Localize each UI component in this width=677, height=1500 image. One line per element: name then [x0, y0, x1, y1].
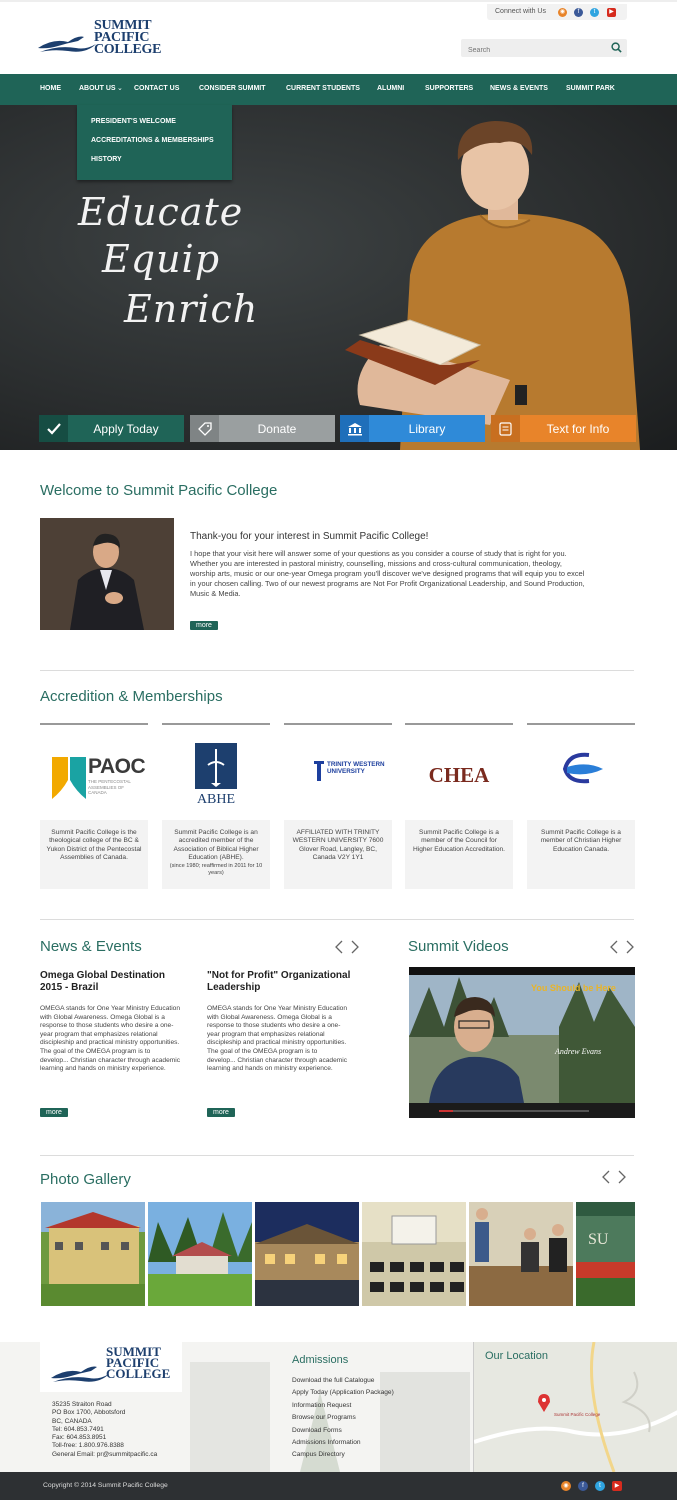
- nav-news-events[interactable]: NEWS & EVENTS: [490, 85, 548, 92]
- gallery-photo[interactable]: [148, 1202, 252, 1306]
- main-nav: [0, 74, 677, 105]
- divider: [40, 670, 634, 671]
- news-more-button[interactable]: more: [40, 1108, 68, 1117]
- connect-label: Connect with Us: [495, 8, 546, 15]
- donate-button[interactable]: [190, 415, 335, 442]
- nav-summit-park[interactable]: SUMMIT PARK: [566, 85, 615, 92]
- gallery-photo[interactable]: [41, 1202, 145, 1306]
- address-line[interactable]: General Email: pr@summitpacific.ca: [52, 1450, 158, 1458]
- twitter-icon[interactable]: t: [595, 1481, 605, 1491]
- slogan-line: Enrich: [124, 287, 259, 331]
- donate-label: Donate: [257, 422, 297, 436]
- slogan-line: Educate: [78, 190, 244, 234]
- logo[interactable]: [38, 18, 162, 60]
- library-label: Library: [408, 422, 446, 436]
- accreditation-text: Summit Pacific College is a member of the Council for Higher Education Accreditation.: [413, 829, 505, 853]
- gallery-prev-arrow-icon[interactable]: [602, 1170, 610, 1184]
- facebook-icon[interactable]: f: [578, 1481, 588, 1491]
- video-name-tag: Andrew Evans: [555, 1047, 602, 1056]
- connect-bar: [487, 4, 627, 20]
- paoc-logo-text: PAOC: [88, 755, 146, 778]
- welcome-heading: Welcome to Summit Pacific College: [40, 482, 278, 499]
- phone-icon: [491, 415, 520, 442]
- nav-consider-summit[interactable]: CONSIDER SUMMIT: [199, 85, 266, 92]
- address-line: PO Box 1700, Abbotsford: [52, 1409, 126, 1417]
- text-for-info-label: Text for Info: [546, 422, 610, 436]
- welcome-more-button[interactable]: more: [190, 621, 218, 630]
- footer-logo[interactable]: [40, 1342, 182, 1392]
- accreditation-text: Summit Pacific College is the theological college of the BC & Yukon District of the Pentecostal Assemblies of Canada.: [46, 829, 142, 862]
- admissions-link[interactable]: Admissions Information: [292, 1439, 361, 1447]
- header: [0, 0, 677, 74]
- divider: [40, 919, 634, 920]
- nav-alumni[interactable]: ALUMNI: [377, 85, 405, 92]
- dropdown-accreditations[interactable]: ACCREDITATIONS & MEMBERSHIPS: [91, 137, 214, 144]
- check-icon: [39, 415, 68, 442]
- nav-home[interactable]: HOME: [40, 85, 61, 92]
- map-label: Summit Pacific College: [554, 1412, 601, 1417]
- address-line: BC, CANADA: [52, 1417, 92, 1425]
- rss-icon[interactable]: ◉: [561, 1481, 571, 1491]
- location-map[interactable]: [473, 1342, 677, 1472]
- rss-icon[interactable]: ◉: [559, 9, 566, 15]
- divider: [40, 1155, 634, 1156]
- news-heading: News & Events: [40, 938, 142, 955]
- library-button[interactable]: [340, 415, 485, 442]
- admissions-link[interactable]: Campus Directory: [292, 1451, 345, 1459]
- dropdown-presidents-welcome[interactable]: PRESIDENT'S WELCOME: [91, 118, 176, 125]
- accreditation-text: AFFILIATED WITH TRINITY WESTERN UNIVERSITY 7600 Glover Road, Langley, BC, Canada V2Y 1Y1: [292, 829, 384, 862]
- videos-heading: Summit Videos: [408, 938, 509, 955]
- svg-text:SU: SU: [588, 1231, 609, 1248]
- logo-line: PACIFIC: [94, 30, 150, 45]
- president-photo: [40, 518, 174, 630]
- search-input[interactable]: [461, 42, 591, 60]
- accreditation-text: [168, 829, 264, 877]
- cheac-logo-icon: [527, 725, 635, 820]
- address-line: Tel: 604.853.7491: [52, 1425, 104, 1433]
- admissions-heading: Admissions: [292, 1354, 349, 1366]
- gallery-photo[interactable]: [362, 1202, 466, 1306]
- footer-address: [52, 1401, 157, 1459]
- youtube-icon[interactable]: ▶: [607, 8, 616, 17]
- gallery-photo[interactable]: [576, 1202, 635, 1306]
- chevron-down-icon: ⌄: [117, 85, 123, 92]
- tag-icon: [190, 415, 219, 442]
- admissions-link[interactable]: Apply Today (Application Package): [292, 1389, 394, 1397]
- paoc-logo-sub: THE PENTECOSTAL ASSEMBLIES OF CANADA: [88, 779, 131, 795]
- admissions-link[interactable]: Download the full Catalogue: [292, 1377, 375, 1384]
- video-player[interactable]: [409, 967, 635, 1118]
- accreditation-heading: Accredition & Memberships: [40, 688, 223, 705]
- news-more-button[interactable]: more: [207, 1108, 235, 1117]
- logo-line: PACIFIC: [106, 1355, 160, 1370]
- nav-supporters[interactable]: SUPPORTERS: [425, 85, 474, 92]
- logo-line: COLLEGE: [94, 42, 162, 57]
- search-icon[interactable]: [611, 42, 622, 53]
- video-caption: You Should be Here: [531, 983, 616, 993]
- videos-next-arrow-icon[interactable]: [626, 940, 634, 954]
- gallery-heading: Photo Gallery: [40, 1171, 131, 1188]
- copyright: Copyright © 2014 Summit Pacific College: [43, 1482, 168, 1489]
- nav-about-us[interactable]: ABOUT US: [79, 85, 116, 92]
- location-heading: Our Location: [485, 1350, 548, 1362]
- logo-line: SUMMIT: [94, 18, 152, 33]
- youtube-icon[interactable]: ▶: [612, 1481, 622, 1491]
- apply-today-label: Apply Today: [93, 422, 159, 436]
- nav-current-students[interactable]: CURRENT STUDENTS: [286, 85, 360, 92]
- news-title[interactable]: "Not for Profit" Organizational Leadership: [207, 970, 351, 993]
- accreditation-card-cheac: [527, 723, 635, 889]
- apply-today-button[interactable]: [39, 415, 184, 442]
- twitter-icon[interactable]: t: [590, 8, 599, 17]
- admissions-link[interactable]: Browse our Programs: [292, 1414, 356, 1422]
- welcome-body: I hope that your visit here will answer some of your questions as you consider a course of study that is right for you. Whether you are interested in pastoral ministry, counselling, missions and cross-cultural communication, theology, worship arts, music or our one-year Omega program you'll discover we've designed programs that will equip you to excel in your chosen calling. Two of our newest programs are Not For Profit Organizational Leadership, and Sound Production, Music & Media.: [190, 549, 585, 598]
- gallery-next-arrow-icon[interactable]: [618, 1170, 626, 1184]
- mountain-logo-icon: [38, 32, 98, 54]
- videos-prev-arrow-icon[interactable]: [610, 940, 618, 954]
- address-line: Fax: 604.853.8951: [52, 1434, 107, 1442]
- news-body: OMEGA stands for One Year Ministry Education with Global Awareness. Omega Global is a response to those students who desire a one-year program that emphasizes relational discipleship and practical ministry opportunities. The goal of the OMEGA program is to develop... Christian character through academic learning and hands on ministry experience.: [207, 1005, 348, 1073]
- accreditation-text: Summit Pacific College is a member of Christian Higher Education Canada.: [540, 829, 622, 853]
- admissions-links: [292, 1375, 394, 1462]
- logo-line: COLLEGE: [106, 1366, 171, 1381]
- news-prev-arrow-icon[interactable]: [335, 940, 343, 954]
- facebook-icon[interactable]: f: [574, 8, 583, 17]
- slogan-line: Equip: [102, 237, 221, 281]
- dropdown-history[interactable]: HISTORY: [91, 156, 122, 163]
- abhe-logo-text: ABHE: [196, 792, 236, 807]
- search-box: [461, 39, 627, 57]
- mountain-logo-icon: [51, 1362, 111, 1384]
- admissions-link[interactable]: Information Request: [292, 1401, 352, 1409]
- accreditation-note: (since 1980; reaffirmed in 2011 for 10 years): [169, 862, 263, 876]
- student-reading-image: [340, 115, 640, 450]
- address-line: 35235 Straiton Road: [52, 1401, 112, 1408]
- accreditation-card-paoc: [40, 723, 148, 889]
- footer-bottom-bar: [0, 1472, 677, 1500]
- accreditation-card-abhe: [162, 723, 270, 889]
- gallery-photo[interactable]: [469, 1202, 573, 1306]
- news-next-arrow-icon[interactable]: [351, 940, 359, 954]
- news-title[interactable]: Omega Global Destination 2015 - Brazil: [40, 970, 166, 993]
- twu-logo-text: TRINITY WESTERN UNIVERSITY: [327, 761, 385, 775]
- welcome-title: Thank-you for your interest in Summit Pacific College!: [190, 531, 429, 542]
- text-for-info-button[interactable]: [491, 415, 636, 442]
- accreditation-text-main: Summit Pacific College is an accredited member of the Association of Biblical Higher Education (ABHE).: [173, 829, 259, 862]
- chea-logo-text: CHEA: [428, 763, 490, 787]
- accreditation-card-twu: [284, 723, 392, 889]
- address-line: Toll-free: 1.800.976.8388: [52, 1442, 124, 1450]
- about-us-dropdown: [77, 105, 232, 180]
- bank-icon: [340, 415, 369, 442]
- gallery-photo[interactable]: [255, 1202, 359, 1306]
- accreditation-card-chea: [405, 723, 513, 889]
- news-body: OMEGA stands for One Year Ministry Education with Global Awareness. Omega Global is a response to those students who desire a one-year program that emphasizes relational discipleship and practical ministry opportunities. The goal of the OMEGA program is to develop... Christian character through academic learning and hands on ministry experience.: [40, 1005, 181, 1073]
- admissions-link[interactable]: Download Forms: [292, 1426, 342, 1434]
- nav-contact-us[interactable]: CONTACT US: [134, 85, 180, 92]
- logo-line: SUMMIT: [106, 1344, 161, 1359]
